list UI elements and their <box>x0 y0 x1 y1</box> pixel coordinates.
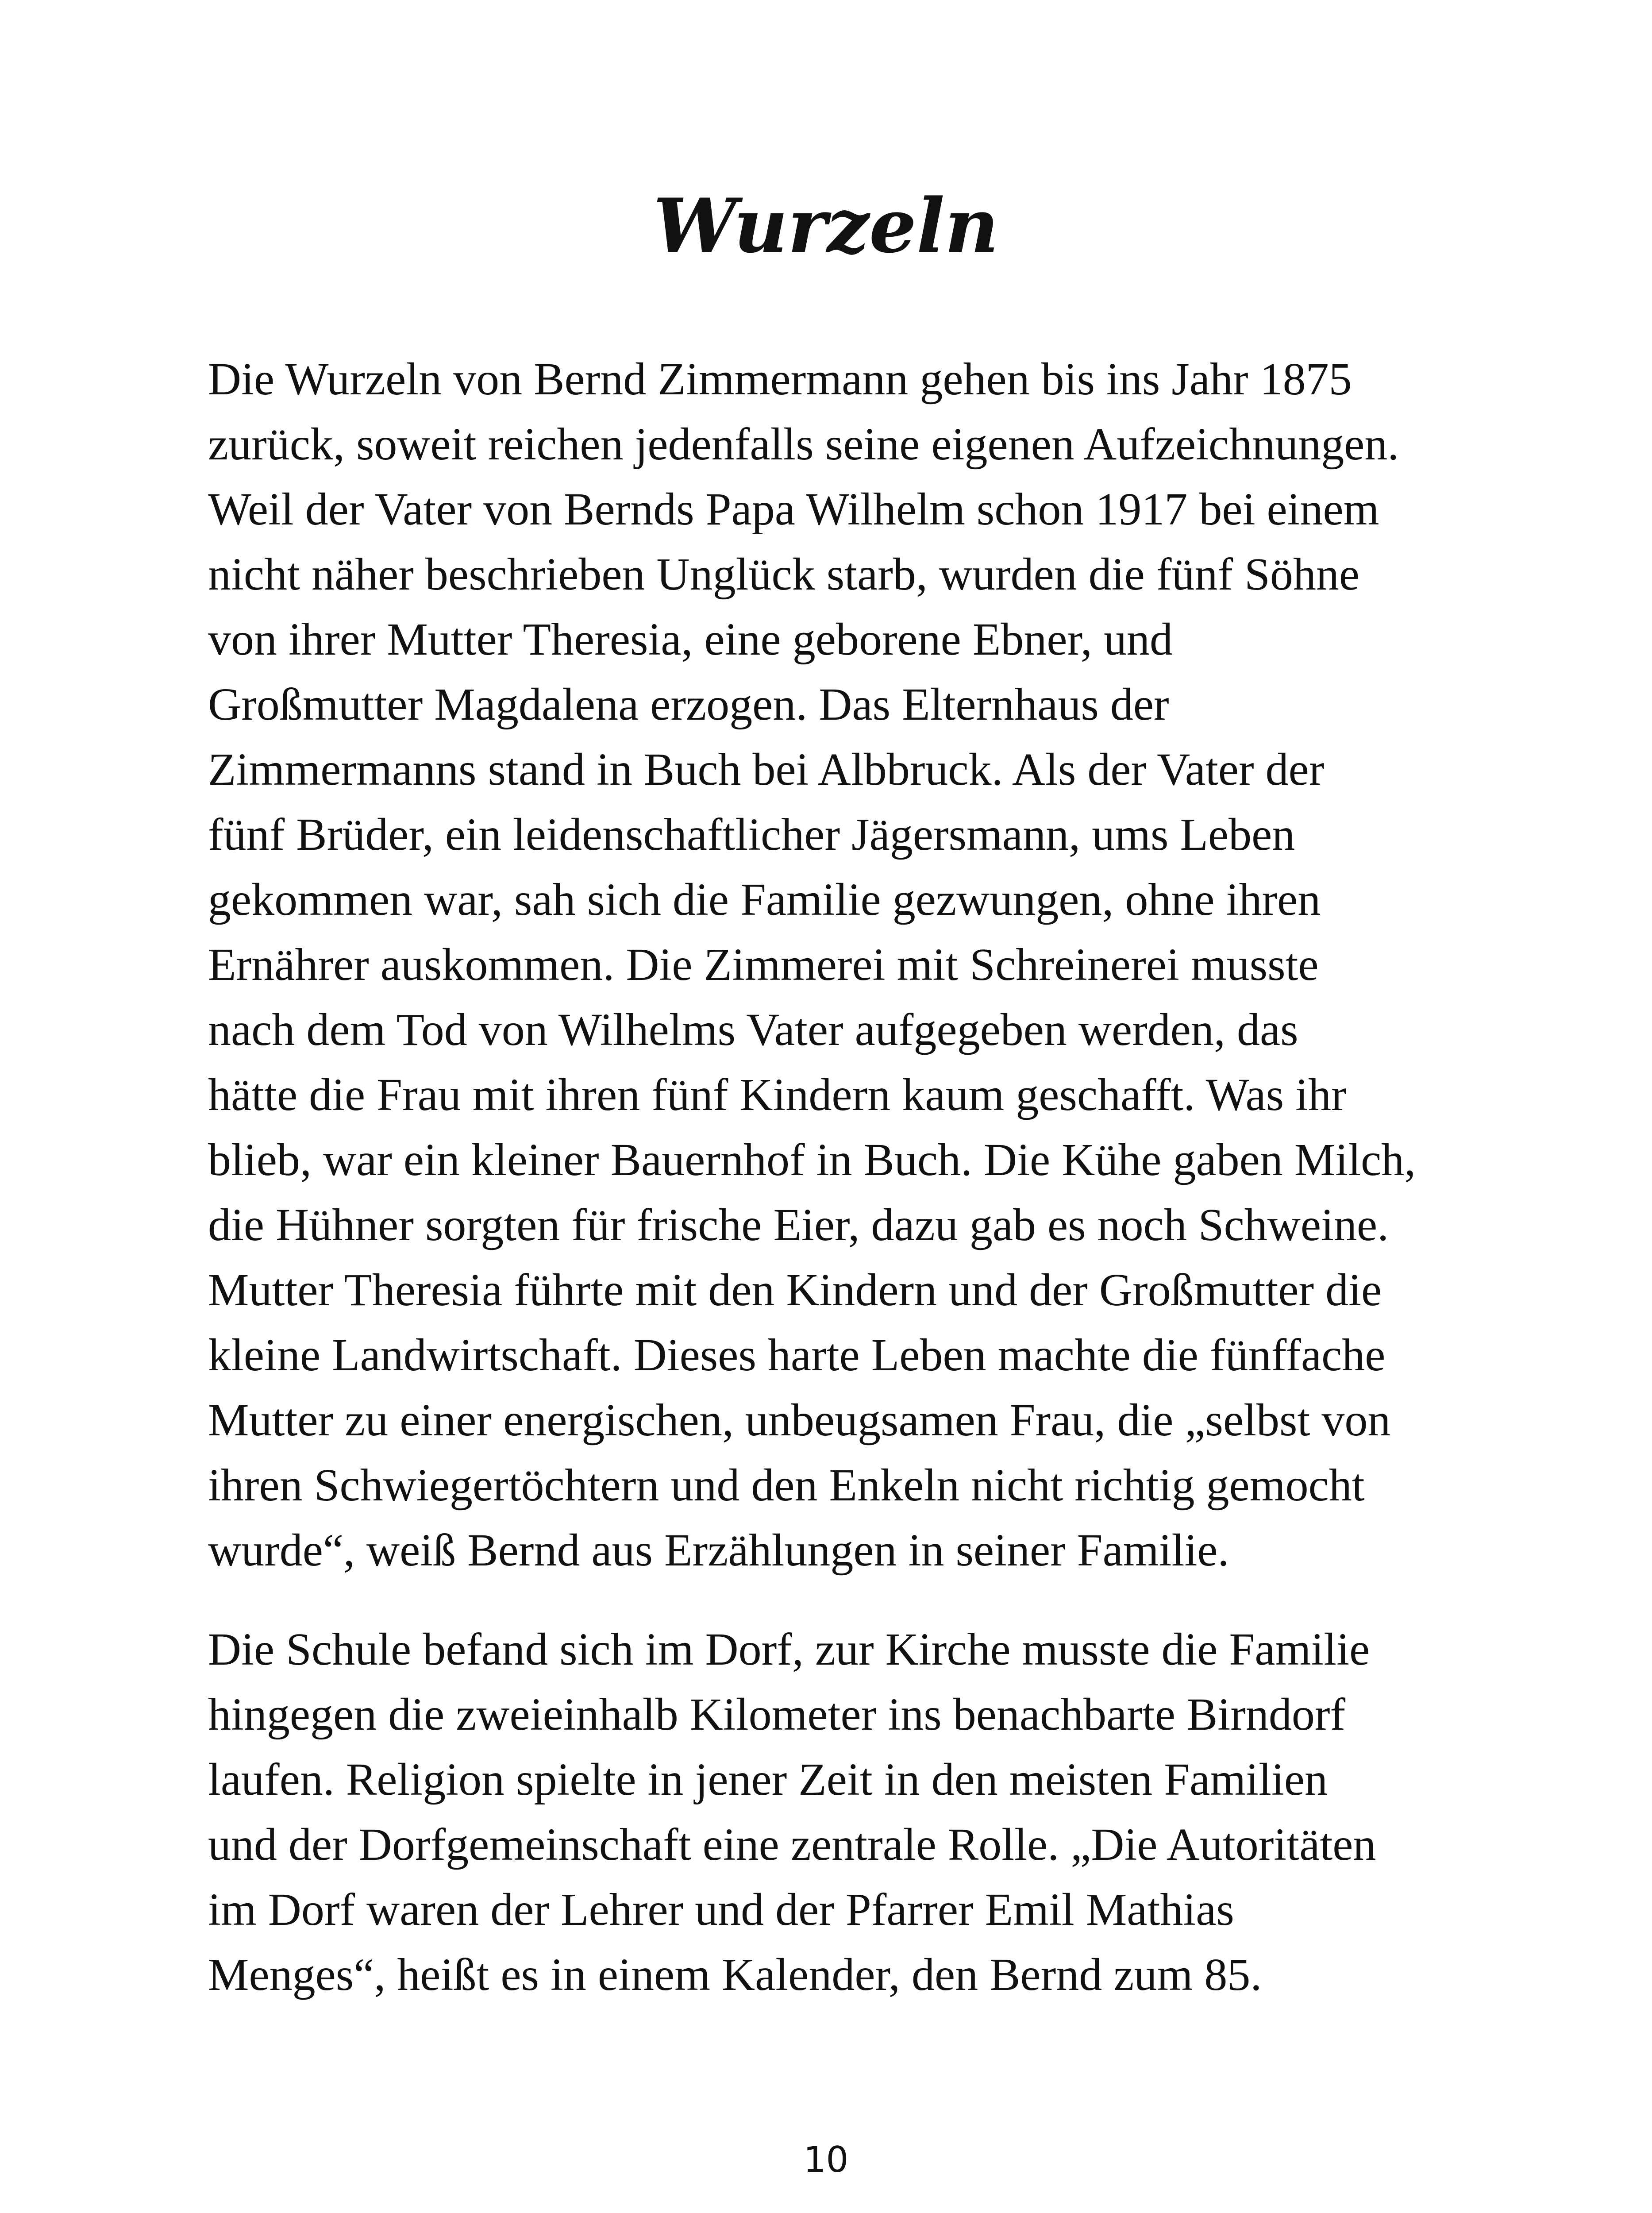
text-line: die Hühner sorgten für frische Eier, dazu gab es noch Schweine. <box>208 1199 1389 1250</box>
text-line: im Dorf waren der Lehrer und der Pfarrer Emil Mathias <box>208 1884 1234 1935</box>
text-line: Mutter zu einer energischen, unbeugsamen Frau, die „selbst von <box>208 1395 1391 1446</box>
text-line: wurde“, weiß Bernd aus Erzählungen in seiner Familie. <box>208 1525 1229 1576</box>
chapter-title: Wurzeln <box>653 182 999 270</box>
text-line: Weil der Vater von Bernds Papa Wilhelm schon 1917 bei einem <box>208 484 1379 535</box>
text-line: gekommen war, sah sich die Familie gezwungen, ohne ihren <box>208 874 1321 925</box>
text-line: Ernährer auskommen. Die Zimmerei mit Schreinerei musste <box>208 939 1319 990</box>
text-line: Die Schule befand sich im Dorf, zur Kirche musste die Familie <box>208 1624 1370 1675</box>
text-line: blieb, war ein kleiner Bauernhof in Buch. Die Kühe gaben Milch, <box>208 1134 1416 1185</box>
text-line: zurück, soweit reichen jedenfalls seine eigenen Aufzeichnungen. <box>208 419 1399 470</box>
page-number: 10 <box>803 2139 849 2180</box>
text-line: nach dem Tod von Wilhelms Vater aufgegeben werden, das <box>208 1004 1298 1055</box>
text-line: Menges“, heißt es in einem Kalender, den Bernd zum 85. <box>208 1949 1262 2000</box>
text-line: fünf Brüder, ein leidenschaftlicher Jägersmann, ums Leben <box>208 809 1295 860</box>
text-line: nicht näher beschrieben Unglück starb, wurden die fünf Söhne <box>208 549 1360 600</box>
text-line: von ihrer Mutter Theresia, eine geborene Ebner, und <box>208 614 1173 665</box>
text-line: Zimmermanns stand in Buch bei Albbruck. Als der Vater der <box>208 744 1325 795</box>
text-line: hingegen die zweieinhalb Kilometer ins benachbarte Birndorf <box>208 1689 1346 1740</box>
text-line: hätte die Frau mit ihren fünf Kindern kaum geschafft. Was ihr <box>208 1069 1347 1120</box>
text-line: kleine Landwirtschaft. Dieses harte Leben machte die fünffache <box>208 1330 1386 1380</box>
text-line: ihren Schwiegertöchtern und den Enkeln nicht richtig gemocht <box>208 1460 1365 1511</box>
text-line: und der Dorfgemeinschaft eine zentrale Rolle. „Die Autoritäten <box>208 1819 1376 1870</box>
text-line: laufen. Religion spielte in jener Zeit in den meisten Familien <box>208 1754 1328 1805</box>
text-line: Mutter Theresia führte mit den Kindern und der Großmutter die <box>208 1265 1382 1315</box>
text-line: Großmutter Magdalena erzogen. Das Elternhaus der <box>208 679 1169 730</box>
paragraph-2 <box>208 1617 1376 2007</box>
paragraph-1 <box>208 347 1416 1583</box>
text-line: Die Wurzeln von Bernd Zimmermann gehen bis ins Jahr 1875 <box>208 354 1352 405</box>
